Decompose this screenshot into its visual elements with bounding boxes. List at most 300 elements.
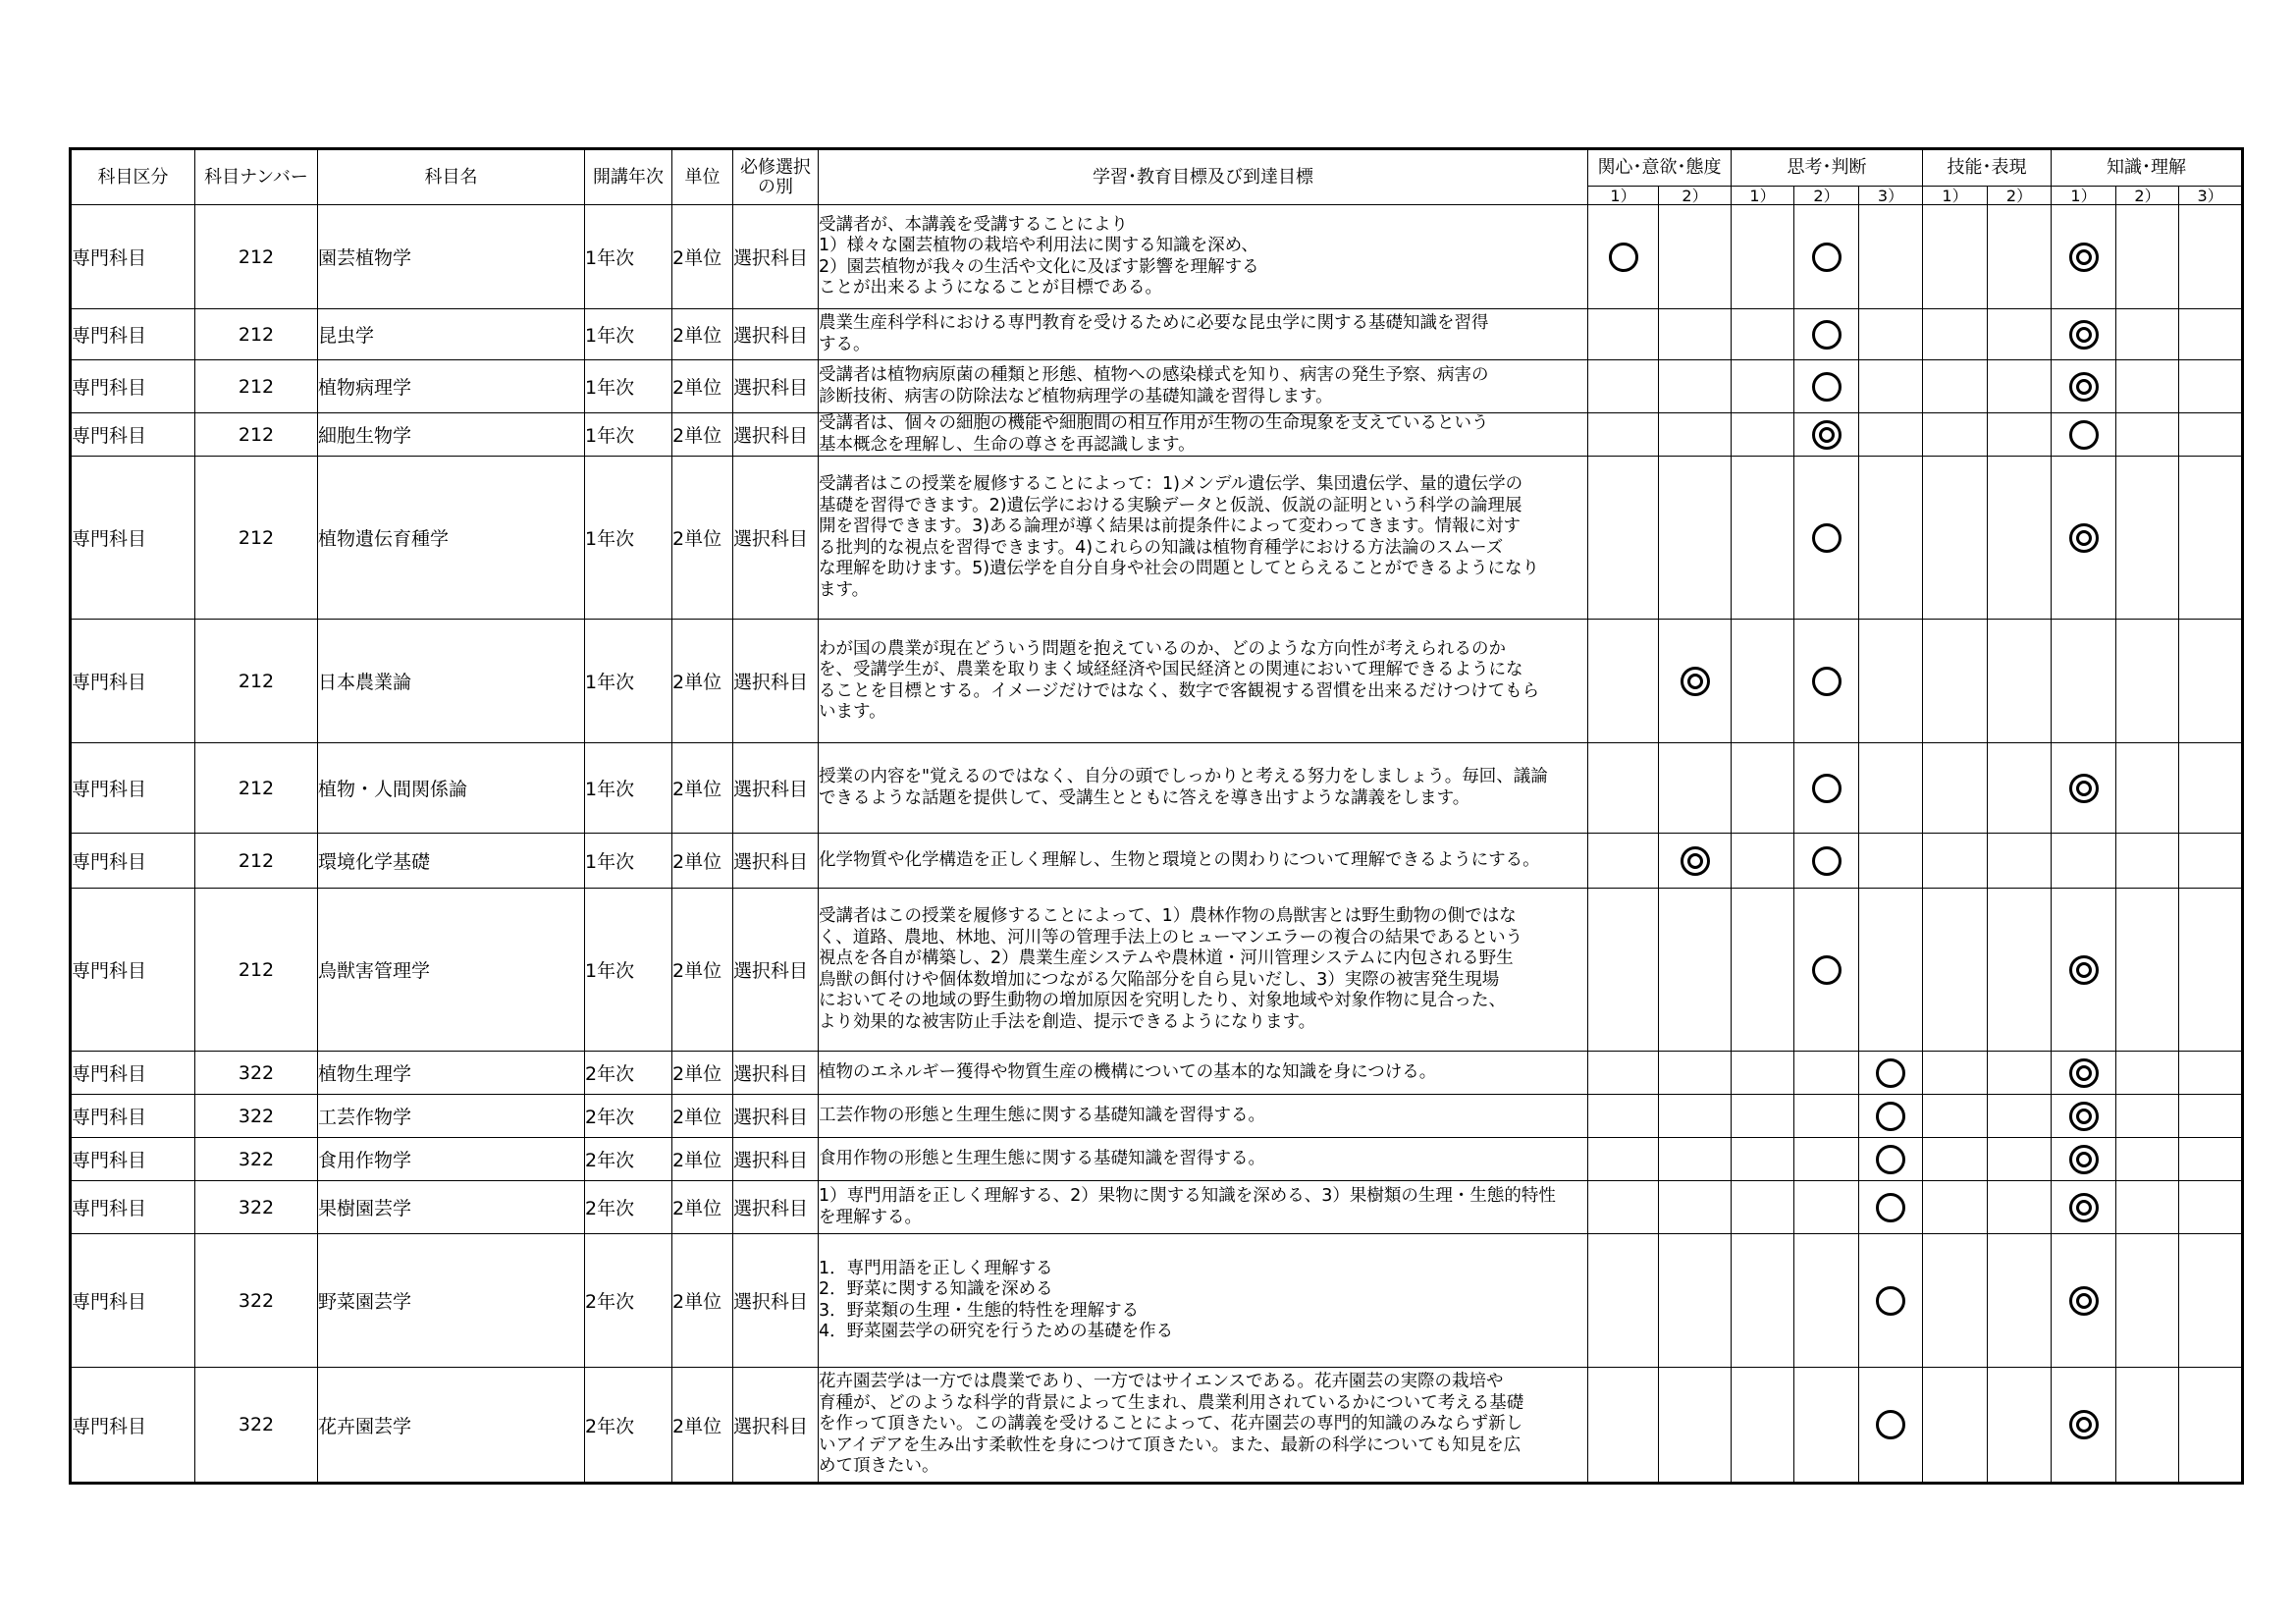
evaluation-cell <box>2052 834 2116 889</box>
evaluation-cell <box>1988 360 2052 413</box>
table-row <box>71 360 2243 413</box>
course-objectives <box>819 309 1588 360</box>
evaluation-cell <box>1659 413 1732 457</box>
evaluation-cell <box>1588 1052 1659 1095</box>
course-type: 選択科目 <box>733 620 819 743</box>
evaluation-cell <box>2179 834 2243 889</box>
table-row <box>71 457 2243 620</box>
evaluation-cell <box>1659 1095 1732 1138</box>
course-category: 専門科目 <box>71 743 195 834</box>
header-number: 科目ナンバー <box>195 149 318 205</box>
course-number: 212 <box>195 205 318 309</box>
circle-mark-icon <box>2069 420 2099 450</box>
objective-line: より効果的な被害防止手法を創造、提示できるようになります。 <box>819 1011 1316 1032</box>
objective-line: めて頂きたい。 <box>819 1456 939 1477</box>
evaluation-cell <box>1659 1234 1732 1368</box>
course-number: 322 <box>195 1234 318 1368</box>
evaluation-cell <box>1923 889 1988 1052</box>
course-units: 2単位 <box>672 457 733 620</box>
circle-mark-icon <box>1812 667 1842 696</box>
evaluation-cell <box>1923 309 1988 360</box>
evaluation-cell <box>1732 457 1794 620</box>
objective-line: いアイデアを生み出す柔軟性を身につけて頂きたい。また、最新の科学についても知見を広 <box>819 1435 1522 1455</box>
course-units: 2単位 <box>672 1368 733 1484</box>
evaluation-cell <box>2179 205 2243 309</box>
course-type: 選択科目 <box>733 309 819 360</box>
course-objectives <box>819 1368 1588 1484</box>
objective-line: 花卉園芸学は一方では農業であり、一方ではサイエンスである。花卉園芸の実際の栽培や <box>819 1372 1504 1392</box>
course-year: 1年次 <box>585 889 672 1052</box>
course-objectives <box>819 1095 1588 1138</box>
header-required: 必修選択の別 <box>733 149 819 205</box>
header-units: 単位 <box>672 149 733 205</box>
sub-header: 3） <box>2179 187 2243 205</box>
evaluation-cell <box>1859 1181 1923 1234</box>
circle-mark-icon <box>1812 846 1842 876</box>
evaluation-cell <box>1659 620 1732 743</box>
evaluation-cell <box>1732 1368 1794 1484</box>
header-year: 開講年次 <box>585 149 672 205</box>
double-circle-mark-icon <box>2069 1286 2099 1316</box>
course-objectives <box>819 1138 1588 1181</box>
double-circle-mark-icon <box>2069 774 2099 803</box>
course-objectives <box>819 1181 1588 1234</box>
header-objectives: 学習･教育目標及び到達目標 <box>819 149 1588 205</box>
course-number: 322 <box>195 1368 318 1484</box>
double-circle-mark-icon <box>2069 955 2099 985</box>
evaluation-cell <box>1794 1181 1859 1234</box>
course-type: 選択科目 <box>733 1052 819 1095</box>
objective-line: 基礎を習得できます。2)遺伝学における実験データと仮説、仮説の証明という科学の論理展 <box>819 495 1522 515</box>
evaluation-cell <box>1923 1181 1988 1234</box>
header-name: 科目名 <box>318 149 585 205</box>
evaluation-cell <box>1988 1368 2052 1484</box>
evaluation-cell <box>2052 457 2116 620</box>
header-category: 科目区分 <box>71 149 195 205</box>
evaluation-cell <box>2116 1052 2179 1095</box>
evaluation-cell <box>1923 834 1988 889</box>
evaluation-cell <box>1923 1138 1988 1181</box>
evaluation-cell <box>1659 889 1732 1052</box>
objective-line: 3．野菜類の生理・生態的特性を理解する <box>819 1300 1140 1321</box>
double-circle-mark-icon <box>2069 1193 2099 1222</box>
objective-line: ます。 <box>819 579 870 600</box>
course-objectives <box>819 457 1588 620</box>
evaluation-cell <box>2179 620 2243 743</box>
table-row <box>71 1052 2243 1095</box>
evaluation-cell <box>2116 620 2179 743</box>
evaluation-cell <box>2052 309 2116 360</box>
double-circle-mark-icon <box>2069 523 2099 553</box>
course-objectives <box>819 1234 1588 1368</box>
evaluation-cell <box>1923 413 1988 457</box>
evaluation-cell <box>2116 1181 2179 1234</box>
table-row <box>71 889 2243 1052</box>
course-year: 1年次 <box>585 743 672 834</box>
course-type: 選択科目 <box>733 1234 819 1368</box>
curriculum-table <box>69 147 2244 1485</box>
evaluation-cell <box>1988 205 2052 309</box>
evaluation-cell <box>1859 620 1923 743</box>
course-name: 植物生理学 <box>318 1052 585 1095</box>
course-year: 2年次 <box>585 1052 672 1095</box>
course-number: 212 <box>195 413 318 457</box>
course-category: 専門科目 <box>71 309 195 360</box>
evaluation-cell <box>1988 620 2052 743</box>
objective-line: ことが出来るようになることが目標である。 <box>819 278 1162 298</box>
evaluation-cell <box>1659 1368 1732 1484</box>
course-name: 鳥獣害管理学 <box>318 889 585 1052</box>
evaluation-cell <box>1588 205 1659 309</box>
table-body <box>71 205 2243 1484</box>
evaluation-cell <box>2052 1095 2116 1138</box>
course-name: 植物遺伝育種学 <box>318 457 585 620</box>
course-units: 2単位 <box>672 889 733 1052</box>
course-number: 212 <box>195 889 318 1052</box>
evaluation-cell <box>1794 457 1859 620</box>
objective-line: います。 <box>819 702 886 722</box>
evaluation-cell <box>1794 1138 1859 1181</box>
evaluation-cell <box>1732 1095 1794 1138</box>
objective-line: できるような話題を提供して、受講生とともに答えを導き出すような講義をします。 <box>819 787 1470 808</box>
evaluation-cell <box>1732 743 1794 834</box>
course-category: 専門科目 <box>71 457 195 620</box>
evaluation-cell <box>2116 309 2179 360</box>
course-objectives <box>819 360 1588 413</box>
evaluation-cell <box>1794 743 1859 834</box>
table-row <box>71 1138 2243 1181</box>
evaluation-cell <box>2116 457 2179 620</box>
objective-line: 診断技術、病害の防除法など植物病理学の基礎知識を習得します。 <box>819 386 1333 406</box>
table-row <box>71 743 2243 834</box>
course-name: 植物・人間関係論 <box>318 743 585 834</box>
evaluation-cell <box>2052 743 2116 834</box>
circle-mark-icon <box>1609 243 1638 272</box>
course-year: 1年次 <box>585 309 672 360</box>
double-circle-mark-icon <box>1812 420 1842 450</box>
evaluation-cell <box>2116 360 2179 413</box>
objective-line: ることを目標とする。イメージだけではなく、数字で客観視する習慣を出来るだけつけてもら <box>819 680 1540 701</box>
objective-line: 視点を各自が構築し、2）農業生産システムや農林道・河川管理システムに内包される野生 <box>819 948 1514 968</box>
evaluation-cell <box>2179 743 2243 834</box>
objective-line: わが国の農業が現在どういう問題を抱えているのか、どのような方向性が考えられるのか <box>819 638 1506 659</box>
table-row <box>71 1234 2243 1368</box>
table-row <box>71 1181 2243 1234</box>
evaluation-cell <box>1659 309 1732 360</box>
course-year: 2年次 <box>585 1138 672 1181</box>
course-units: 2単位 <box>672 743 733 834</box>
sub-header: 3） <box>1859 187 1923 205</box>
course-objectives <box>819 1052 1588 1095</box>
circle-mark-icon <box>1812 955 1842 985</box>
objective-line: く、道路、農地、林地、河川等の管理手法上のヒューマンエラーの複合の結果であるという <box>819 927 1523 947</box>
evaluation-cell <box>1988 1095 2052 1138</box>
sub-header: 2） <box>2116 187 2179 205</box>
evaluation-cell <box>2179 1368 2243 1484</box>
course-objectives <box>819 889 1588 1052</box>
evaluation-cell <box>1988 309 2052 360</box>
double-circle-mark-icon <box>2069 372 2099 402</box>
course-type: 選択科目 <box>733 457 819 620</box>
course-category: 専門科目 <box>71 205 195 309</box>
evaluation-cell <box>1588 743 1659 834</box>
objective-line: 2）園芸植物が我々の生活や文化に及ぼす影響を理解する <box>819 256 1259 277</box>
circle-mark-icon <box>1812 523 1842 553</box>
course-units: 2単位 <box>672 1234 733 1368</box>
evaluation-cell <box>1588 1181 1659 1234</box>
evaluation-cell <box>1988 834 2052 889</box>
objective-line: 鳥獣の餌付けや個体数増加につながる欠陥部分を自ら見いだし、3）実際の被害発生現場 <box>819 969 1500 990</box>
evaluation-cell <box>1588 413 1659 457</box>
evaluation-cell <box>1923 1095 1988 1138</box>
course-year: 1年次 <box>585 457 672 620</box>
course-number: 212 <box>195 309 318 360</box>
evaluation-cell <box>1732 834 1794 889</box>
evaluation-cell <box>1859 413 1923 457</box>
course-year: 1年次 <box>585 360 672 413</box>
evaluation-cell <box>1988 413 2052 457</box>
course-category: 専門科目 <box>71 1095 195 1138</box>
circle-mark-icon <box>1876 1286 1905 1316</box>
course-objectives <box>819 834 1588 889</box>
course-category: 専門科目 <box>71 889 195 1052</box>
evaluation-cell <box>1794 413 1859 457</box>
course-type: 選択科目 <box>733 743 819 834</box>
course-number: 212 <box>195 834 318 889</box>
course-year: 1年次 <box>585 620 672 743</box>
course-year: 2年次 <box>585 1181 672 1234</box>
table-row <box>71 834 2243 889</box>
course-number: 212 <box>195 457 318 620</box>
evaluation-cell <box>1859 1368 1923 1484</box>
evaluation-cell <box>1588 1138 1659 1181</box>
course-year: 2年次 <box>585 1368 672 1484</box>
course-category: 専門科目 <box>71 1138 195 1181</box>
course-units: 2単位 <box>672 834 733 889</box>
evaluation-cell <box>1659 360 1732 413</box>
objective-line: 植物のエネルギー獲得や物質生産の機構についての基本的な知識を身につける。 <box>819 1061 1437 1082</box>
evaluation-cell <box>1988 1052 2052 1095</box>
course-year: 1年次 <box>585 205 672 309</box>
course-units: 2単位 <box>672 309 733 360</box>
evaluation-cell <box>2179 1234 2243 1368</box>
objective-line: 開を習得できます。3)ある論理が導く結果は前提条件によって変わってきます。情報に対す <box>819 516 1521 536</box>
evaluation-cell <box>1794 1368 1859 1484</box>
evaluation-cell <box>1923 1052 1988 1095</box>
evaluation-cell <box>1732 360 1794 413</box>
double-circle-mark-icon <box>1681 667 1710 696</box>
objective-line: 受講者は植物病原菌の種類と形態、植物への感染様式を知り、病害の発生予察、病害の <box>819 365 1489 385</box>
circle-mark-icon <box>1876 1102 1905 1131</box>
course-number: 212 <box>195 360 318 413</box>
evaluation-cell <box>1659 205 1732 309</box>
circle-mark-icon <box>1812 320 1842 350</box>
evaluation-cell <box>1659 457 1732 620</box>
objective-line: を作って頂きたい。この講義を受けることによって、花卉園芸の専門的知識のみならず新し <box>819 1414 1523 1435</box>
evaluation-cell <box>2179 457 2243 620</box>
evaluation-cell <box>1659 1138 1732 1181</box>
objective-line: 1．専門用語を正しく理解する <box>819 1258 1053 1278</box>
evaluation-cell <box>1659 1181 1732 1234</box>
evaluation-cell <box>1794 889 1859 1052</box>
evaluation-cell <box>2116 834 2179 889</box>
course-objectives <box>819 743 1588 834</box>
objective-line: 受講者はこの授業を履修することによって：1)メンデル遺伝学、集団遺伝学、量的遺伝学の <box>819 474 1523 494</box>
evaluation-cell <box>2116 889 2179 1052</box>
course-units: 2単位 <box>672 1095 733 1138</box>
evaluation-cell <box>2052 1181 2116 1234</box>
evaluation-cell <box>1859 457 1923 620</box>
course-number: 212 <box>195 743 318 834</box>
table-row <box>71 205 2243 309</box>
evaluation-cell <box>1988 1138 2052 1181</box>
evaluation-cell <box>1732 1052 1794 1095</box>
evaluation-cell <box>1588 457 1659 620</box>
course-units: 2単位 <box>672 205 733 309</box>
evaluation-cell <box>1859 1095 1923 1138</box>
course-type: 選択科目 <box>733 1138 819 1181</box>
evaluation-cell <box>1988 743 2052 834</box>
table-row <box>71 1095 2243 1138</box>
evaluation-cell <box>1859 309 1923 360</box>
course-name: 工芸作物学 <box>318 1095 585 1138</box>
evaluation-cell <box>1588 309 1659 360</box>
evaluation-cell <box>1859 743 1923 834</box>
course-year: 2年次 <box>585 1095 672 1138</box>
evaluation-cell <box>1588 360 1659 413</box>
evaluation-cell <box>1794 834 1859 889</box>
evaluation-cell <box>1659 834 1732 889</box>
course-name: 細胞生物学 <box>318 413 585 457</box>
evaluation-cell <box>1794 205 1859 309</box>
objective-line: 2．野菜に関する知識を深める <box>819 1279 1053 1299</box>
double-circle-mark-icon <box>1681 846 1710 876</box>
course-units: 2単位 <box>672 360 733 413</box>
course-category: 専門科目 <box>71 1052 195 1095</box>
evaluation-cell <box>1588 834 1659 889</box>
objective-line: る批判的な視点を習得できます。4)これらの知識は植物育種学における方法論のスムーズ <box>819 537 1504 558</box>
evaluation-cell <box>1923 1368 1988 1484</box>
objective-line: を理解する。 <box>819 1207 922 1227</box>
table-row <box>71 620 2243 743</box>
evaluation-cell <box>2052 620 2116 743</box>
evaluation-cell <box>1988 1181 2052 1234</box>
header-group-knowledge: 知識･理解 <box>2052 149 2243 187</box>
course-type: 選択科目 <box>733 205 819 309</box>
objective-line: 食用作物の形態と生理生態に関する基礎知識を習得する。 <box>819 1148 1265 1168</box>
evaluation-cell <box>1732 1138 1794 1181</box>
evaluation-cell <box>1794 620 1859 743</box>
evaluation-cell <box>1859 1052 1923 1095</box>
evaluation-cell <box>2116 1138 2179 1181</box>
course-category: 専門科目 <box>71 620 195 743</box>
objective-line: を、受講学生が、農業を取りまく域経経済や国民経済との関連において理解できるようにな <box>819 660 1523 679</box>
evaluation-cell <box>2179 309 2243 360</box>
objective-line: 4．野菜園芸学の研究を行うための基礎を作る <box>819 1322 1174 1341</box>
course-name: 植物病理学 <box>318 360 585 413</box>
course-number: 322 <box>195 1095 318 1138</box>
course-category: 専門科目 <box>71 1234 195 1368</box>
objective-line: 受講者は、個々の細胞の機能や細胞間の相互作用が生物の生命現象を支えているという <box>819 413 1489 433</box>
evaluation-cell <box>2052 1138 2116 1181</box>
course-name: 昆虫学 <box>318 309 585 360</box>
table-row <box>71 309 2243 360</box>
evaluation-cell <box>2052 1234 2116 1368</box>
evaluation-cell <box>1732 205 1794 309</box>
course-year: 1年次 <box>585 413 672 457</box>
sub-header: 2） <box>1794 187 1859 205</box>
course-units: 2単位 <box>672 1181 733 1234</box>
objective-line: 1）様々な園芸植物の栽培や利用法に関する知識を深め、 <box>819 236 1258 255</box>
double-circle-mark-icon <box>2069 1102 2099 1131</box>
evaluation-cell <box>1923 1234 1988 1368</box>
sub-header: 2） <box>1988 187 2052 205</box>
evaluation-cell <box>1588 889 1659 1052</box>
course-type: 選択科目 <box>733 413 819 457</box>
objective-line: 授業の内容を"覚えるのではなく、自分の頭でしっかりと考える努力をしましょう。毎回、議論 <box>819 767 1548 786</box>
course-type: 選択科目 <box>733 1368 819 1484</box>
course-type: 選択科目 <box>733 889 819 1052</box>
evaluation-cell <box>1794 1234 1859 1368</box>
objective-line: な理解を助けます。5)遺伝学を自分自身や社会の問題としてとらえることができるようになり <box>819 559 1540 578</box>
evaluation-cell <box>1732 889 1794 1052</box>
course-category: 専門科目 <box>71 834 195 889</box>
course-objectives <box>819 413 1588 457</box>
evaluation-cell <box>1859 205 1923 309</box>
evaluation-cell <box>1794 1095 1859 1138</box>
sub-header: 1） <box>1923 187 1988 205</box>
evaluation-cell <box>1923 457 1988 620</box>
double-circle-mark-icon <box>2069 320 2099 350</box>
evaluation-cell <box>2116 743 2179 834</box>
evaluation-cell <box>1794 1052 1859 1095</box>
evaluation-cell <box>1923 205 1988 309</box>
table-row <box>71 1368 2243 1484</box>
course-category: 専門科目 <box>71 1181 195 1234</box>
evaluation-cell <box>2116 1234 2179 1368</box>
evaluation-cell <box>1732 309 1794 360</box>
evaluation-cell <box>2179 360 2243 413</box>
evaluation-cell <box>1732 1181 1794 1234</box>
sub-header: 1） <box>1732 187 1794 205</box>
course-number: 212 <box>195 620 318 743</box>
circle-mark-icon <box>1812 774 1842 803</box>
evaluation-cell <box>1859 1138 1923 1181</box>
evaluation-cell <box>1659 743 1732 834</box>
sub-header: 1） <box>1588 187 1659 205</box>
evaluation-cell <box>2052 360 2116 413</box>
course-name: 花卉園芸学 <box>318 1368 585 1484</box>
evaluation-cell <box>1859 1234 1923 1368</box>
evaluation-cell <box>2052 889 2116 1052</box>
course-number: 322 <box>195 1138 318 1181</box>
course-type: 選択科目 <box>733 1095 819 1138</box>
course-name: 野菜園芸学 <box>318 1234 585 1368</box>
double-circle-mark-icon <box>2069 1058 2099 1088</box>
evaluation-cell <box>1923 743 1988 834</box>
circle-mark-icon <box>1812 243 1842 272</box>
double-circle-mark-icon <box>2069 1145 2099 1174</box>
evaluation-cell <box>1732 620 1794 743</box>
course-name: 日本農業論 <box>318 620 585 743</box>
course-name: 食用作物学 <box>318 1138 585 1181</box>
objective-line: 受講者が、本講義を受講することにより <box>819 214 1128 235</box>
evaluation-cell <box>1923 620 1988 743</box>
objective-line: する。 <box>819 334 871 354</box>
header-group-interest: 関心･意欲･態度 <box>1588 149 1732 187</box>
evaluation-cell <box>1588 1234 1659 1368</box>
evaluation-cell <box>2052 1368 2116 1484</box>
